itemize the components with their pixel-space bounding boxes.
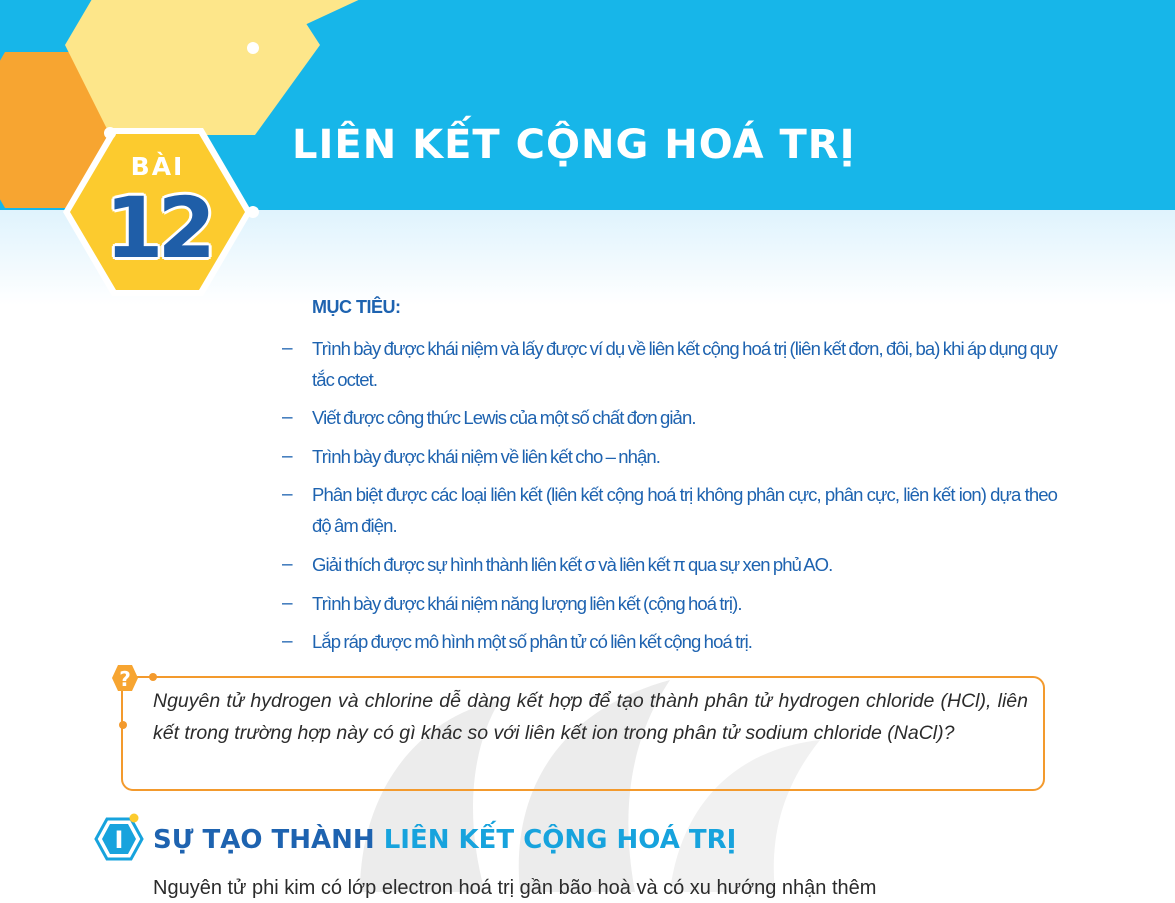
list-dash: – [282, 593, 293, 614]
section-title-part2: LIÊN KẾT CỘNG HOÁ TRỊ [383, 825, 737, 855]
section-numeral: I [114, 826, 124, 854]
list-dash: – [282, 631, 293, 652]
list-dash: – [282, 446, 293, 467]
objectives-heading: MỤC TIÊU: [312, 297, 401, 317]
list-dash: – [282, 407, 293, 428]
objective-text: Lắp ráp được mô hình một số phân tử có liên kết cộng hoá trị. [312, 631, 753, 652]
objective-text: Phân biệt được các loại liên kết (liên kết cộng hoá trị không phân cực, phân cực, liên kết ion) dựa theo độ âm điện. [312, 484, 1057, 536]
list-dash: – [282, 338, 293, 359]
objective-text: Trình bày được khái niệm về liên kết cho – nhận. [312, 446, 661, 467]
objective-text: Trình bày được khái niệm và lấy được ví dụ về liên kết cộng hoá trị (liên kết đơn, đôi, ba) khi áp dụng quy tắc octet. [312, 338, 1057, 390]
objective-text: Viết được công thức Lewis của một số chất đơn giản. [312, 407, 696, 428]
lesson-title: LIÊN KẾT CỘNG HOÁ TRỊ [292, 122, 856, 168]
objective-text: Trình bày được khái niệm năng lượng liên kết (cộng hoá trị). [312, 593, 742, 614]
list-dash: – [282, 554, 293, 575]
list-dash: – [282, 484, 293, 505]
section-numeral-icon [93, 811, 149, 867]
svg-text:?: ? [119, 667, 131, 691]
section-title-part1: SỰ TẠO THÀNH [153, 825, 384, 855]
lesson-number: 12 [105, 179, 210, 277]
lesson-label: BÀI [130, 152, 185, 181]
question-text: Nguyên tử hydrogen và chlorine dễ dàng kết hợp để tạo thành phân tử hydrogen chloride (HCl), liên kết trong trường hợp này có gì khác so với liên kết ion trong phân tử sodium chloride (NaCl)? [153, 690, 1028, 744]
body-paragraph: Nguyên tử phi kim có lớp electron hoá trị gần bão hoà và có xu hướng nhận thêm [153, 877, 877, 899]
section-title [153, 822, 736, 858]
objective-text: Giải thích được sự hình thành liên kết σ và liên kết π qua sự xen phủ AO. [312, 554, 833, 575]
